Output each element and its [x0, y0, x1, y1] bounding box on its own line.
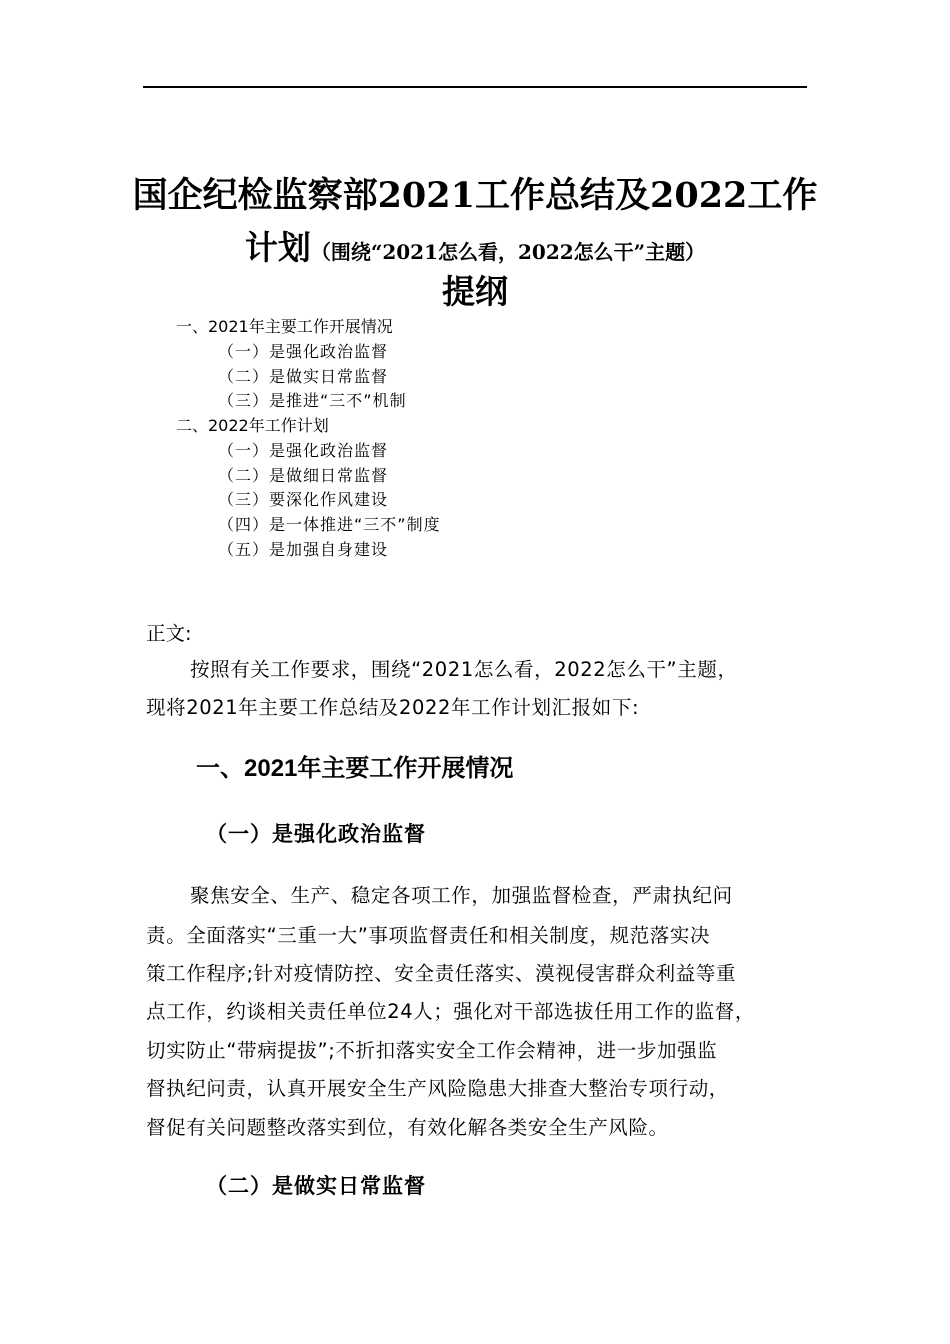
paragraph-line: 督执纪问责，认真开展安全生产风险隐患大排查大整治专项行动， [146, 1077, 729, 1100]
intro-line: 按照有关工作要求，围绕“2021怎么看，2022怎么干”主题， [190, 658, 738, 681]
document-title-line3: 提纲 [442, 272, 508, 311]
outline-section-2: 二、2022年工作计划 [176, 416, 329, 435]
body-label: 正文: [146, 622, 192, 645]
document-title-line1: 国企纪检监察部2021工作总结及2022工作 [132, 175, 818, 216]
subsection-heading: （一）是强化政治监督 [206, 822, 426, 846]
paragraph-line: 策工作程序;针对疫情防控、安全责任落实、漠视侵害群众利益等重 [146, 962, 737, 985]
paragraph-line: 切实防止“带病提拔”;不折扣落实安全工作会精神，进一步加强监 [146, 1039, 718, 1062]
paragraph-line: 督促有关问题整改落实到位，有效化解各类安全生产风险。 [146, 1116, 669, 1139]
outline-section-1: 一、2021年主要工作开展情况 [176, 317, 393, 336]
outline-item: （五）是加强自身建设 [218, 540, 389, 559]
document-title-line2 [0, 222, 950, 269]
paragraph-line: 聚焦安全、生产、稳定各项工作，加强监督检查，严肃执纪问 [190, 884, 733, 907]
paragraph-line: 点工作，约谈相关责任单位24人；强化对干部选拔任用工作的监督， [146, 1000, 755, 1023]
subsection-heading: （二）是做实日常监督 [206, 1174, 426, 1198]
outline-item: （三）是推进“三不”机制 [218, 391, 407, 410]
intro-line: 现将2021年主要工作总结及2022年工作计划汇报如下: [146, 696, 640, 719]
section-heading: 一、2021年主要工作开展情况 [196, 755, 514, 782]
outline-item: （二）是做细日常监督 [218, 466, 389, 485]
outline-item: （四）是一体推进“三不”制度 [218, 515, 441, 534]
outline-item: （三）要深化作风建设 [218, 490, 389, 509]
document-title-main: 计划 [244, 228, 311, 267]
outline-item: （一）是强化政治监督 [218, 342, 389, 361]
outline-item: （二）是做实日常监督 [218, 367, 389, 386]
document-title-subtitle: （围绕“2021怎么看，2022怎么干”主题） [310, 240, 706, 264]
paragraph-line: 责。全面落实“三重一大”事项监督责任和相关制度，规范落实决 [146, 924, 711, 947]
outline-item: （一）是强化政治监督 [218, 441, 389, 460]
header-rule [143, 86, 807, 88]
